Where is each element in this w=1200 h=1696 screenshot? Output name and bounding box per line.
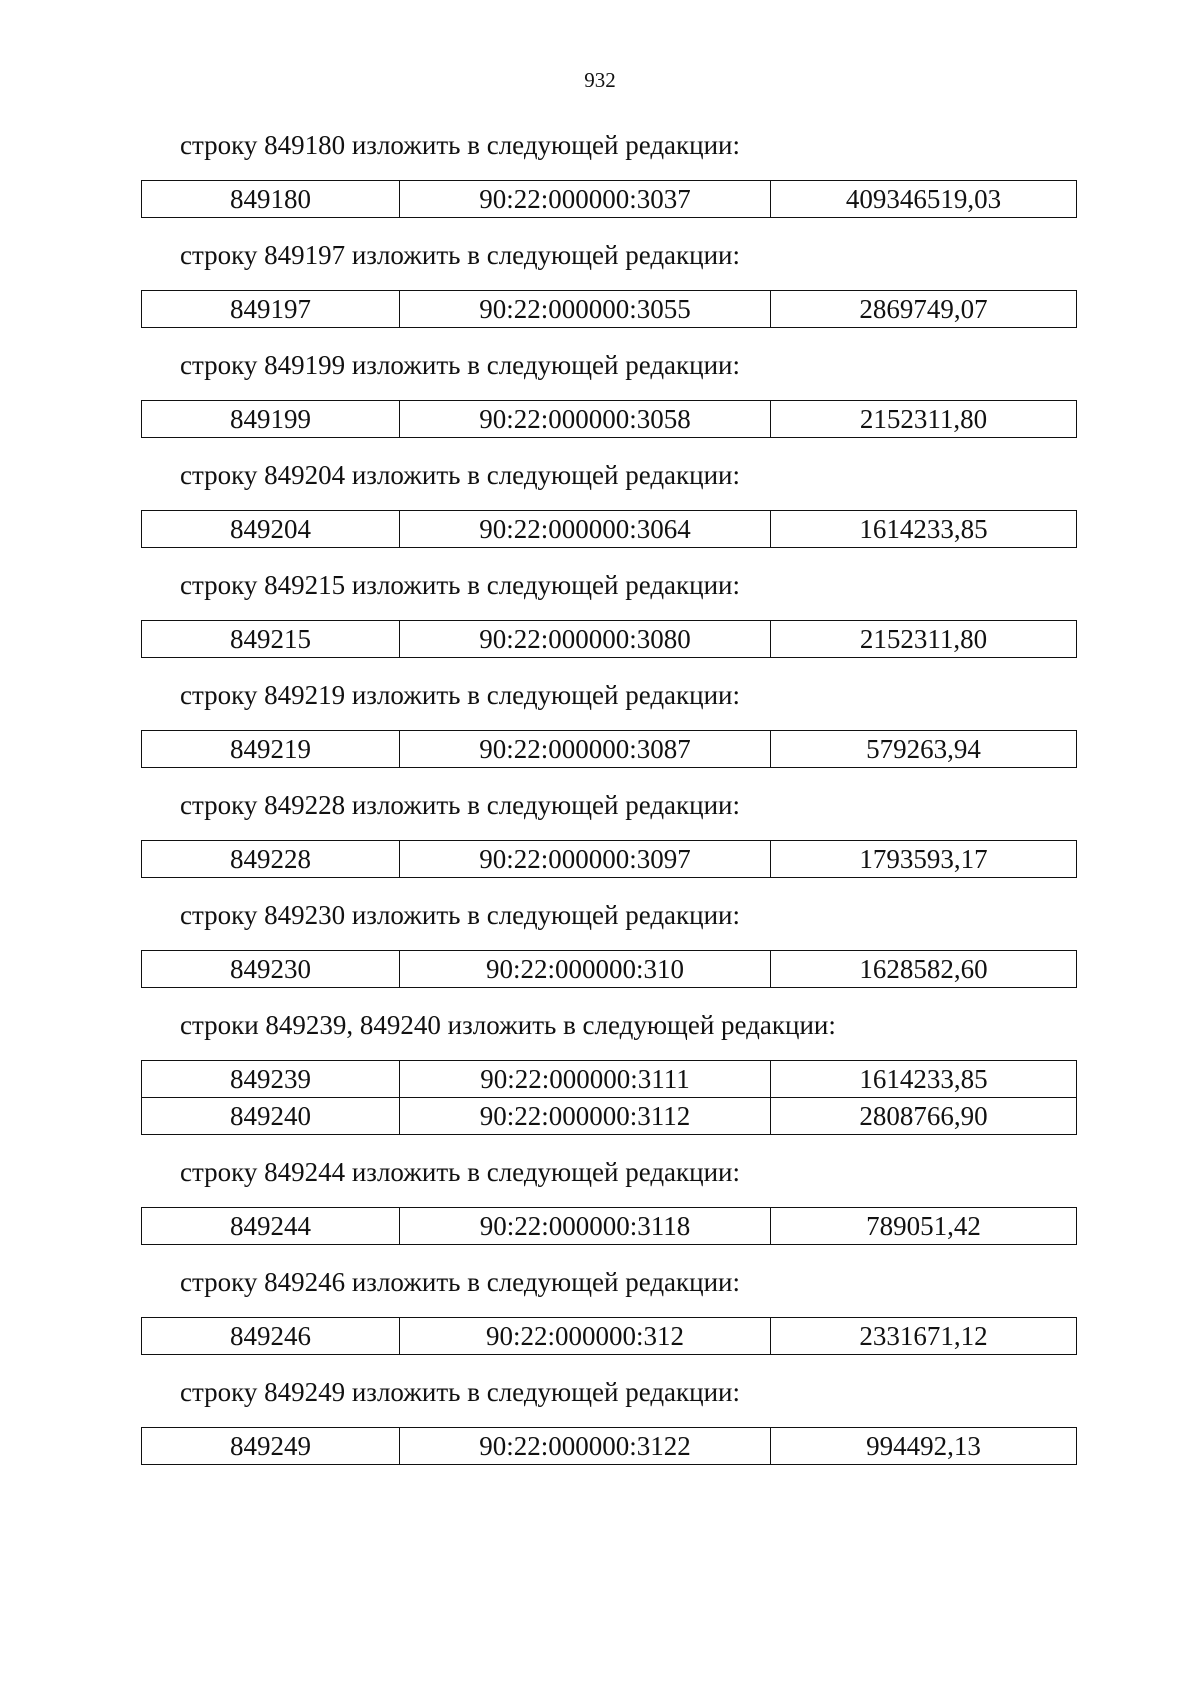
table-row <box>142 1098 1077 1135</box>
table-row <box>142 841 1077 878</box>
cadastral-number-cell: 90:22:000000:3055 <box>400 291 771 328</box>
value-cell: 2331671,12 <box>771 1318 1077 1355</box>
amendment-table <box>141 510 1077 548</box>
value-cell: 409346519,03 <box>771 181 1077 218</box>
row-number-cell: 849204 <box>142 511 400 548</box>
amendment-instruction: строку 849219 изложить в следующей редакции: <box>180 680 741 710</box>
value-cell: 2152311,80 <box>771 621 1077 658</box>
amendment-instruction: строку 849215 изложить в следующей редакции: <box>180 570 741 600</box>
amendment-section <box>0 128 1200 218</box>
value-cell: 2808766,90 <box>771 1098 1077 1135</box>
cadastral-number-cell: 90:22:000000:3112 <box>400 1098 771 1135</box>
row-number-cell: 849239 <box>142 1061 400 1098</box>
table-row <box>142 951 1077 988</box>
amendment-table <box>141 1427 1077 1465</box>
amendment-section <box>0 238 1200 328</box>
amendment-instruction: строку 849246 изложить в следующей редакции: <box>180 1267 741 1297</box>
table-row <box>142 1061 1077 1098</box>
amendment-table <box>141 620 1077 658</box>
table-row <box>142 731 1077 768</box>
cadastral-number-cell: 90:22:000000:3097 <box>400 841 771 878</box>
amendment-table <box>141 1317 1077 1355</box>
amendment-table <box>141 840 1077 878</box>
cadastral-number-cell: 90:22:000000:3080 <box>400 621 771 658</box>
amendment-section <box>0 458 1200 548</box>
document-body <box>0 128 1200 1485</box>
value-cell: 1614233,85 <box>771 1061 1077 1098</box>
table-row <box>142 1428 1077 1465</box>
cadastral-number-cell: 90:22:000000:3037 <box>400 181 771 218</box>
amendment-instruction: строку 849199 изложить в следующей редакции: <box>180 350 741 380</box>
cadastral-number-cell: 90:22:000000:312 <box>400 1318 771 1355</box>
row-number-cell: 849230 <box>142 951 400 988</box>
row-number-cell: 849215 <box>142 621 400 658</box>
amendment-section <box>0 568 1200 658</box>
amendment-section <box>0 1155 1200 1245</box>
amendment-section <box>0 1008 1200 1135</box>
row-number-cell: 849249 <box>142 1428 400 1465</box>
value-cell: 1614233,85 <box>771 511 1077 548</box>
amendment-instruction: строку 849228 изложить в следующей редакции: <box>180 790 741 820</box>
row-number-cell: 849244 <box>142 1208 400 1245</box>
value-cell: 1628582,60 <box>771 951 1077 988</box>
table-row <box>142 621 1077 658</box>
amendment-table <box>141 290 1077 328</box>
cadastral-number-cell: 90:22:000000:3118 <box>400 1208 771 1245</box>
value-cell: 789051,42 <box>771 1208 1077 1245</box>
amendment-instruction: строку 849244 изложить в следующей редакции: <box>180 1157 741 1187</box>
cadastral-number-cell: 90:22:000000:3122 <box>400 1428 771 1465</box>
table-row <box>142 511 1077 548</box>
row-number-cell: 849197 <box>142 291 400 328</box>
table-row <box>142 1318 1077 1355</box>
amendment-table <box>141 400 1077 438</box>
row-number-cell: 849240 <box>142 1098 400 1135</box>
amendment-instruction: строку 849180 изложить в следующей редакции: <box>180 130 741 160</box>
amendment-instruction: строки 849239, 849240 изложить в следующей редакции: <box>180 1010 836 1040</box>
value-cell: 579263,94 <box>771 731 1077 768</box>
cadastral-number-cell: 90:22:000000:3058 <box>400 401 771 438</box>
amendment-section <box>0 1375 1200 1465</box>
cadastral-number-cell: 90:22:000000:3111 <box>400 1061 771 1098</box>
table-row <box>142 401 1077 438</box>
amendment-section <box>0 678 1200 768</box>
row-number-cell: 849180 <box>142 181 400 218</box>
amendment-instruction: строку 849197 изложить в следующей редакции: <box>180 240 741 270</box>
row-number-cell: 849199 <box>142 401 400 438</box>
amendment-instruction: строку 849249 изложить в следующей редакции: <box>180 1377 741 1407</box>
amendment-instruction: строку 849204 изложить в следующей редакции: <box>180 460 741 490</box>
value-cell: 994492,13 <box>771 1428 1077 1465</box>
amendment-section <box>0 788 1200 878</box>
amendment-table <box>141 730 1077 768</box>
amendment-table <box>141 1060 1077 1135</box>
row-number-cell: 849246 <box>142 1318 400 1355</box>
table-row <box>142 291 1077 328</box>
amendment-table <box>141 180 1077 218</box>
value-cell: 2152311,80 <box>771 401 1077 438</box>
amendment-section <box>0 898 1200 988</box>
value-cell: 2869749,07 <box>771 291 1077 328</box>
page-number: 932 <box>584 68 616 92</box>
row-number-cell: 849219 <box>142 731 400 768</box>
value-cell: 1793593,17 <box>771 841 1077 878</box>
cadastral-number-cell: 90:22:000000:3087 <box>400 731 771 768</box>
cadastral-number-cell: 90:22:000000:310 <box>400 951 771 988</box>
amendment-section <box>0 348 1200 438</box>
amendment-instruction: строку 849230 изложить в следующей редакции: <box>180 900 741 930</box>
amendment-section <box>0 1265 1200 1355</box>
amendment-table <box>141 950 1077 988</box>
amendment-table <box>141 1207 1077 1245</box>
cadastral-number-cell: 90:22:000000:3064 <box>400 511 771 548</box>
row-number-cell: 849228 <box>142 841 400 878</box>
table-row <box>142 181 1077 218</box>
table-row <box>142 1208 1077 1245</box>
